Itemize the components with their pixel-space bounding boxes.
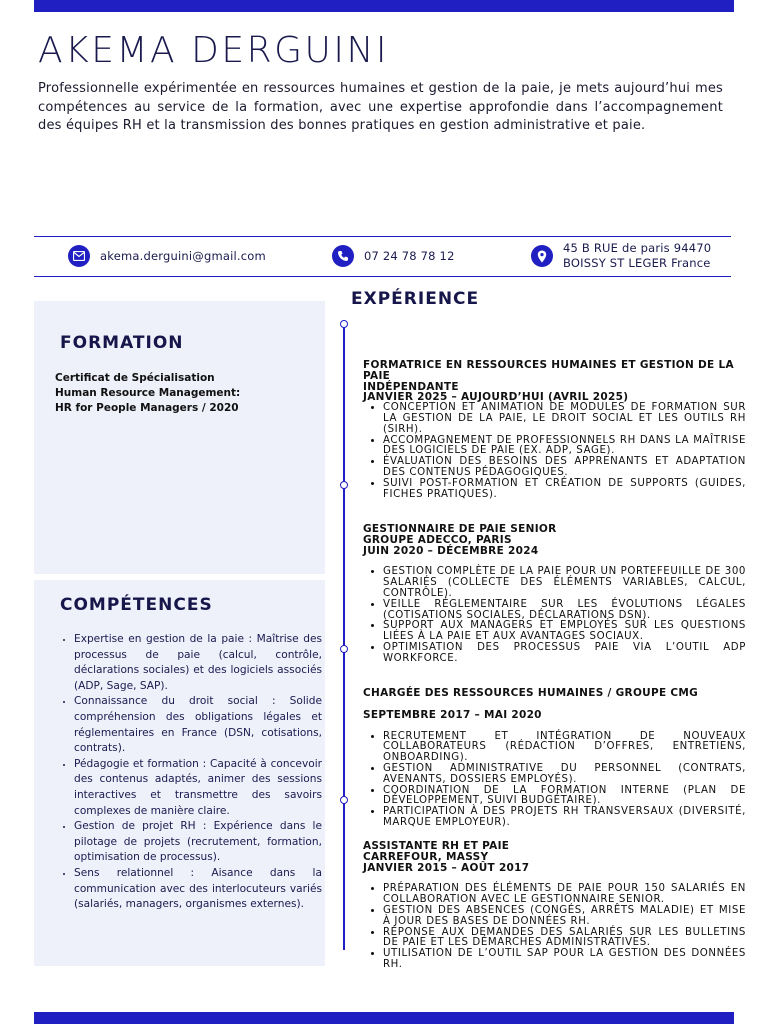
job-bullet: • RÉPONSE AUX DEMANDES DES SALARIÉS SUR LES BULLETINS DE PAIE ET LES DÉMARCHES ADMINISTRATIVES.: [383, 928, 746, 950]
job-bullet: • UTILISATION DE L’OUTIL SAP POUR LA GESTION DES DONNÉES RH.: [383, 949, 746, 971]
contact-email[interactable]: [68, 240, 266, 272]
timeline-dot: [340, 645, 348, 653]
competences-panel: [34, 580, 325, 966]
formation-panel: [34, 301, 325, 574]
competence-item: • Pédagogie et formation : Capacité à concevoir des contenus adaptés, animer des sessions interactives et transmettre des savoirs complexes de manière claire.: [74, 757, 322, 819]
job-dates: JUIN 2020 – DÉCEMBRE 2024: [363, 544, 539, 557]
job-dates: JANVIER 2015 – AOÛT 2017: [363, 861, 530, 874]
address-line-1: 45 B RUE de paris 94470: [563, 241, 712, 255]
experience-title: EXPÉRIENCE: [351, 289, 480, 309]
location-pin-icon: [531, 245, 553, 267]
job-bullets: [363, 884, 746, 970]
top-accent-bar: [34, 0, 734, 12]
profile-summary: Professionnelle expérimentée en ressources humaines et gestion de la paie, je mets aujourd’hui mes compétences au service de la formation, avec une expertise approfondie dans l’accompagnement des équipes RH et la transmission des bonnes pratiques en gestion administrative et paie.: [38, 81, 723, 133]
job-entry-2: [363, 524, 746, 665]
job-employer: CARREFOUR, MASSY: [363, 850, 489, 863]
formation-entry: [55, 371, 240, 416]
bottom-accent-bar: [34, 1012, 734, 1024]
job-bullets: [363, 567, 746, 664]
address-text: [563, 241, 711, 271]
job-bullet: • PRÉPARATION DES ÉLÉMENTS DE PAIE POUR 150 SALARIÉS EN COLLABORATION AVEC LE GESTIONNAIRE SENIOR.: [383, 884, 746, 906]
job-bullet: • GESTION DES ABSENCES (CONGÉS, ARRÊTS MALADIE) ET MISE À JOUR DES BASES DE DONNÉES RH.: [383, 906, 746, 928]
contact-divider-bottom: [34, 276, 731, 277]
competence-item: • Gestion de projet RH : Expérience dans le pilotage de projets (recrutement, formation, optimisation de processus).: [74, 819, 322, 866]
candidate-name: AKEMA DERGUINI: [38, 30, 390, 71]
contact-address: [531, 240, 711, 272]
job-bullet: • VEILLE RÉGLEMENTAIRE SUR LES ÉVOLUTIONS LÉGALES (COTISATIONS SOCIALES, DÉCLARATIONS DSN).: [383, 600, 746, 622]
job-title: ASSISTANTE RH ET PAIE: [363, 840, 510, 852]
phone-icon: [332, 245, 354, 267]
job-bullet: • ÉVALUATION DES BESOINS DES APPRENANTS ET ADAPTATION DES CONTENUS PÉDAGOGIQUES.: [383, 457, 746, 479]
contact-phone[interactable]: [332, 240, 455, 272]
phone-text[interactable]: 07 24 78 78 12: [364, 248, 455, 263]
job-bullet: • PARTICIPATION À DES PROJETS RH TRANSVERSAUX (DIVERSITÉ, MARQUE EMPLOYEUR).: [383, 807, 746, 829]
job-dates: SEPTEMBRE 2017 – MAI 2020: [363, 708, 542, 721]
competences-list: [58, 632, 322, 913]
formation-line-1: Certificat de Spécialisation: [55, 372, 215, 384]
job-dates: JANVIER 2025 – AUJOURD’HUI (AVRIL 2025): [363, 391, 629, 404]
timeline-dot: [340, 320, 348, 328]
job-title: FORMATRICE EN RESSOURCES HUMAINES ET GESTION DE LA PAIE: [363, 359, 734, 382]
job-entry-4: [363, 841, 746, 971]
email-text[interactable]: akema.derguini@gmail.com: [100, 248, 266, 263]
timeline-dot: [340, 481, 348, 489]
address-line-2: BOISSY ST LEGER France: [563, 256, 711, 270]
job-bullet: • COORDINATION DE LA FORMATION INTERNE (PLAN DE DÉVELOPPEMENT, SUIVI BUDGÉTAIRE).: [383, 786, 746, 808]
competence-item: • Connaissance du droit social : Solide compréhension des obligations légales et réglementaires en France (DSN, cotisations, contrats).: [74, 694, 322, 756]
timeline-line: [343, 325, 345, 950]
job-bullet: • OPTIMISATION DES PROCESSUS PAIE VIA L’OUTIL ADP WORKFORCE.: [383, 643, 746, 665]
job-bullets: [363, 732, 746, 829]
competences-title: COMPÉTENCES: [60, 595, 213, 615]
formation-title: FORMATION: [60, 333, 184, 353]
job-employer: INDÉPENDANTE: [363, 380, 459, 393]
job-title: CHARGÉE DES RESSOURCES HUMAINES / GROUPE CMG: [363, 687, 699, 699]
job-title: GESTIONNAIRE DE PAIE SENIOR: [363, 523, 557, 535]
job-bullet: • SUIVI POST-FORMATION ET CRÉATION DE SUPPORTS (GUIDES, FICHES PRATIQUES).: [383, 479, 746, 501]
job-bullet: • ACCOMPAGNEMENT DE PROFESSIONNELS RH DANS LA MAÎTRISE DES LOGICIELS DE PAIE (EX. ADP, SAGE).: [383, 436, 746, 458]
job-employer: GROUPE ADECCO, PARIS: [363, 533, 512, 546]
job-bullet: • GESTION COMPLÈTE DE LA PAIE POUR UN PORTEFEUILLE DE 300 SALARIÉS (COLLECTE DES ÉLÉMENTS VARIABLES, CALCUL, CONTRÔLE).: [383, 567, 746, 599]
contact-divider-top: [34, 236, 731, 237]
formation-line-2: Human Resource Management:: [55, 387, 241, 399]
competence-item: • Expertise en gestion de la paie : Maîtrise des processus de paie (calcul, contrôle, déclarations sociales) et des logiciels associés (ADP, Sage, SAP).: [74, 632, 322, 694]
job-entry-1: [363, 360, 746, 500]
timeline-dot: [340, 796, 348, 804]
job-bullets: [363, 403, 746, 500]
job-bullet: • CONCEPTION ET ANIMATION DE MODULES DE FORMATION SUR LA GESTION DE LA PAIE, LE DROIT SOCIAL ET LES OUTILS RH (SIRH).: [383, 403, 746, 435]
job-bullet: • GESTION ADMINISTRATIVE DU PERSONNEL (CONTRATS, AVENANTS, DOSSIERS EMPLOYÉS).: [383, 764, 746, 786]
job-bullet: • RECRUTEMENT ET INTÉGRATION DE NOUVEAUX COLLABORATEURS (RÉDACTION D’OFFRES, ENTRETIENS, ONBOARDING).: [383, 732, 746, 764]
envelope-icon: [68, 245, 90, 267]
competence-item: • Sens relationnel : Aisance dans la communication avec des interlocuteurs variés (salariés, managers, organismes externes).: [74, 866, 322, 913]
job-bullet: • SUPPORT AUX MANAGERS ET EMPLOYÉS SUR LES QUESTIONS LIÉES À LA PAIE ET AUX AVANTAGES SOCIAUX.: [383, 621, 746, 643]
job-entry-3: [363, 688, 746, 829]
formation-line-3: HR for People Managers / 2020: [55, 402, 239, 414]
